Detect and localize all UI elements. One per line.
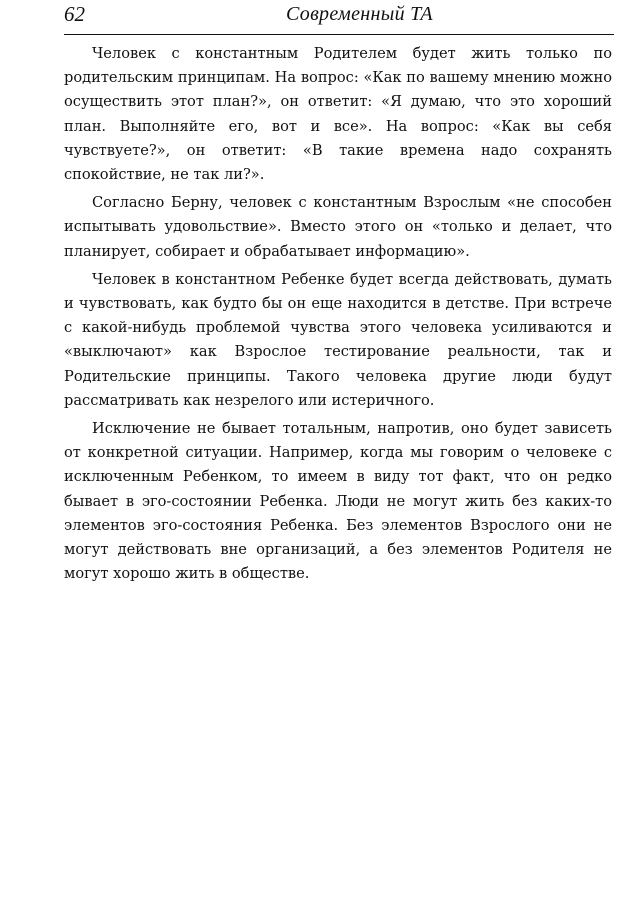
body-text xyxy=(64,42,612,586)
page-number: 62 xyxy=(64,2,85,26)
running-title: Современный ТА xyxy=(286,3,433,25)
paragraph-constant-adult: Согласно Берну, человек с константным Взрослым «не способен испытывать удовольствие». Вместо этого он «только и делает, что планирует, собирает и обрабатывает информацию». xyxy=(64,194,612,260)
page-header xyxy=(64,0,614,35)
paragraph-constant-child: Человек в константном Ребенке будет всегда действовать, думать и чувствовать, как будто бы он еще находится в детстве. При встрече с какой-нибудь проблемой чувства этого человека усиливаются и «выключают» как Взрослое тестирование реальности, так и Родительские принципы. Такого человека другие люди будут рассматривать как незрелого или истеричного. xyxy=(64,270,612,409)
paragraph-exclusion: Исключение не бывает тотальным, напротив, оно будет зависеть от конкретной ситуации. Например, когда мы говорим о человеке с исключенным Ребенком, то имеем в виду тот факт, что он редко бывает в эго-состоянии Ребенка. Люди не могут жить без каких-то элементов эго-состояния Ребенка. Без элементов Взрослого они не могут действовать вне организаций, а без элементов Родителя не могут хорошо жить в обществе. xyxy=(64,420,612,583)
paragraph-constant-parent: Человек с константным Родителем будет жить только по родительским принципам. На вопрос: «Как по вашему мнению можно осуществить этот план?», он ответит: «Я думаю, что это хороший план. Выполняйте его, вот и все». На вопрос: «Как вы себя чувствуете?», он ответит: «В такие времена надо сохранять спокойствие, не так ли?». xyxy=(64,45,612,184)
